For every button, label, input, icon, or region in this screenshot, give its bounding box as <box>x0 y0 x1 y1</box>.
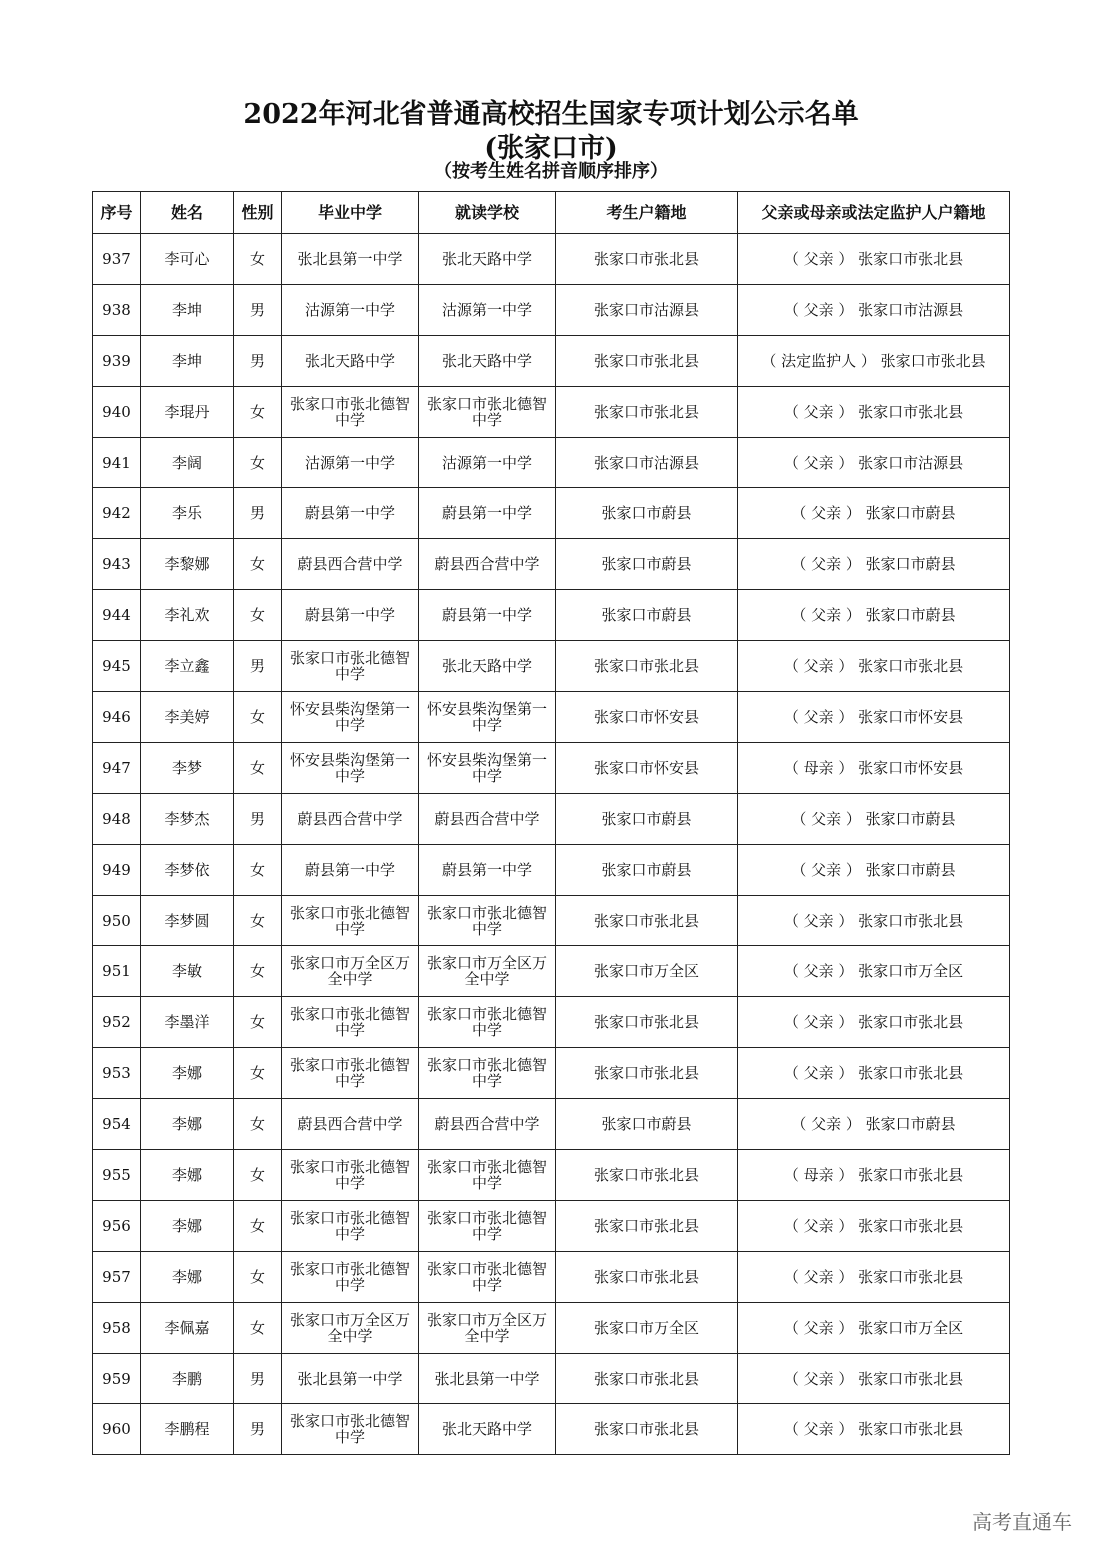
guardian-household-cell: （ 父亲 ） 张家口市张北县 <box>738 1404 1010 1455</box>
current-school-cell: 怀安县柴沟堡第一中学 <box>419 692 556 743</box>
gender-cell: 女 <box>234 1150 282 1201</box>
seq-cell: 955 <box>93 1150 141 1201</box>
table-row <box>93 946 1010 997</box>
name-cell: 李梦杰 <box>141 793 234 844</box>
guardian-household-cell: （ 父亲 ） 张家口市沽源县 <box>738 284 1010 335</box>
seq-cell: 960 <box>93 1404 141 1455</box>
document-subtitle: (张家口市) <box>484 133 618 164</box>
current-school-cell: 张家口市张北德智中学 <box>419 1251 556 1302</box>
guardian-household-cell: （ 法定监护人 ） 张家口市张北县 <box>738 335 1010 386</box>
gender-cell: 女 <box>234 590 282 641</box>
household-cell: 张家口市蔚县 <box>556 488 738 539</box>
table-row <box>93 1200 1010 1251</box>
gender-cell: 女 <box>234 539 282 590</box>
graduated-school-cell: 蔚县第一中学 <box>282 844 419 895</box>
table-row <box>93 997 1010 1048</box>
guardian-household-cell: （ 父亲 ） 张家口市张北县 <box>738 641 1010 692</box>
gender-cell: 女 <box>234 1048 282 1099</box>
household-cell: 张家口市张北县 <box>556 234 738 285</box>
column-header: 性别 <box>234 192 282 234</box>
graduated-school-cell: 张家口市张北德智中学 <box>282 1200 419 1251</box>
guardian-household-cell: （ 父亲 ） 张家口市张北县 <box>738 1251 1010 1302</box>
gender-cell: 女 <box>234 386 282 437</box>
column-header: 序号 <box>93 192 141 234</box>
guardian-household-cell: （ 父亲 ） 张家口市张北县 <box>738 386 1010 437</box>
current-school-cell: 张家口市张北德智中学 <box>419 1150 556 1201</box>
gender-cell: 女 <box>234 895 282 946</box>
current-school-cell: 蔚县西合营中学 <box>419 1099 556 1150</box>
gender-cell: 男 <box>234 488 282 539</box>
table-header-row <box>93 192 1010 234</box>
name-cell: 李可心 <box>141 234 234 285</box>
name-cell: 李乐 <box>141 488 234 539</box>
guardian-household-cell: （ 父亲 ） 张家口市蔚县 <box>738 590 1010 641</box>
graduated-school-cell: 怀安县柴沟堡第一中学 <box>282 742 419 793</box>
household-cell: 张家口市张北县 <box>556 1251 738 1302</box>
current-school-cell: 张北天路中学 <box>419 641 556 692</box>
gender-cell: 女 <box>234 1302 282 1353</box>
name-cell: 李黎娜 <box>141 539 234 590</box>
gender-cell: 男 <box>234 284 282 335</box>
name-cell: 李墨洋 <box>141 997 234 1048</box>
household-cell: 张家口市张北县 <box>556 641 738 692</box>
guardian-household-cell: （ 父亲 ） 张家口市张北县 <box>738 997 1010 1048</box>
graduated-school-cell: 沽源第一中学 <box>282 284 419 335</box>
guardian-household-cell: （ 父亲 ） 张家口市蔚县 <box>738 539 1010 590</box>
name-cell: 李娜 <box>141 1200 234 1251</box>
seq-cell: 956 <box>93 1200 141 1251</box>
seq-cell: 959 <box>93 1353 141 1404</box>
table-row <box>93 1150 1010 1201</box>
name-cell: 李琨丹 <box>141 386 234 437</box>
household-cell: 张家口市蔚县 <box>556 590 738 641</box>
gender-cell: 男 <box>234 793 282 844</box>
current-school-cell: 张家口市张北德智中学 <box>419 1200 556 1251</box>
name-cell: 李梦圆 <box>141 895 234 946</box>
name-cell: 李娜 <box>141 1048 234 1099</box>
guardian-household-cell: （ 父亲 ） 张家口市蔚县 <box>738 793 1010 844</box>
name-cell: 李娜 <box>141 1150 234 1201</box>
name-cell: 李敏 <box>141 946 234 997</box>
document-title: 2022年河北省普通高校招生国家专项计划公示名单 <box>243 99 859 130</box>
household-cell: 张家口市蔚县 <box>556 539 738 590</box>
gender-cell: 女 <box>234 1200 282 1251</box>
table-row <box>93 742 1010 793</box>
seq-cell: 943 <box>93 539 141 590</box>
name-cell: 李娜 <box>141 1251 234 1302</box>
graduated-school-cell: 张家口市张北德智中学 <box>282 997 419 1048</box>
table-row <box>93 1048 1010 1099</box>
name-cell: 李立鑫 <box>141 641 234 692</box>
table-row <box>93 234 1010 285</box>
table-row <box>93 437 1010 488</box>
name-cell: 李美婷 <box>141 692 234 743</box>
seq-cell: 953 <box>93 1048 141 1099</box>
table-row <box>93 844 1010 895</box>
household-cell: 张家口市蔚县 <box>556 1099 738 1150</box>
table-row <box>93 488 1010 539</box>
gender-cell: 女 <box>234 1251 282 1302</box>
table-row <box>93 641 1010 692</box>
gender-cell: 女 <box>234 742 282 793</box>
gender-cell: 男 <box>234 1353 282 1404</box>
seq-cell: 937 <box>93 234 141 285</box>
seq-cell: 949 <box>93 844 141 895</box>
name-cell: 李娜 <box>141 1099 234 1150</box>
seq-cell: 952 <box>93 997 141 1048</box>
household-cell: 张家口市怀安县 <box>556 742 738 793</box>
name-cell: 李坤 <box>141 284 234 335</box>
seq-cell: 950 <box>93 895 141 946</box>
table-row <box>93 386 1010 437</box>
current-school-cell: 张家口市张北德智中学 <box>419 997 556 1048</box>
gender-cell: 女 <box>234 234 282 285</box>
guardian-household-cell: （ 父亲 ） 张家口市张北县 <box>738 234 1010 285</box>
household-cell: 张家口市沽源县 <box>556 437 738 488</box>
graduated-school-cell: 张家口市万全区万全中学 <box>282 946 419 997</box>
household-cell: 张家口市万全区 <box>556 946 738 997</box>
table-row <box>93 1353 1010 1404</box>
graduated-school-cell: 蔚县西合营中学 <box>282 539 419 590</box>
current-school-cell: 蔚县西合营中学 <box>419 539 556 590</box>
graduated-school-cell: 蔚县第一中学 <box>282 488 419 539</box>
graduated-school-cell: 张家口市张北德智中学 <box>282 386 419 437</box>
table-row <box>93 895 1010 946</box>
seq-cell: 948 <box>93 793 141 844</box>
seq-cell: 946 <box>93 692 141 743</box>
graduated-school-cell: 蔚县西合营中学 <box>282 1099 419 1150</box>
current-school-cell: 蔚县第一中学 <box>419 844 556 895</box>
graduated-school-cell: 张家口市张北德智中学 <box>282 1404 419 1455</box>
household-cell: 张家口市张北县 <box>556 1048 738 1099</box>
seq-cell: 954 <box>93 1099 141 1150</box>
graduated-school-cell: 张家口市张北德智中学 <box>282 1251 419 1302</box>
household-cell: 张家口市蔚县 <box>556 844 738 895</box>
guardian-household-cell: （ 父亲 ） 张家口市张北县 <box>738 1048 1010 1099</box>
column-header: 就读学校 <box>419 192 556 234</box>
current-school-cell: 张北县第一中学 <box>419 1353 556 1404</box>
gender-cell: 男 <box>234 335 282 386</box>
household-cell: 张家口市怀安县 <box>556 692 738 743</box>
name-cell: 李佩嘉 <box>141 1302 234 1353</box>
guardian-household-cell: （ 父亲 ） 张家口市张北县 <box>738 895 1010 946</box>
table-row <box>93 1302 1010 1353</box>
guardian-household-cell: （ 父亲 ） 张家口市蔚县 <box>738 488 1010 539</box>
current-school-cell: 蔚县第一中学 <box>419 488 556 539</box>
graduated-school-cell: 张家口市张北德智中学 <box>282 1150 419 1201</box>
name-cell: 李坤 <box>141 335 234 386</box>
guardian-household-cell: （ 母亲 ） 张家口市怀安县 <box>738 742 1010 793</box>
gender-cell: 女 <box>234 437 282 488</box>
household-cell: 张家口市张北县 <box>556 1150 738 1201</box>
name-cell: 李梦 <box>141 742 234 793</box>
name-cell: 李礼欢 <box>141 590 234 641</box>
table-row <box>93 1404 1010 1455</box>
table-row <box>93 692 1010 743</box>
roster-table <box>92 191 1010 1455</box>
column-header: 考生户籍地 <box>556 192 738 234</box>
table-row <box>93 284 1010 335</box>
household-cell: 张家口市张北县 <box>556 1353 738 1404</box>
current-school-cell: 沽源第一中学 <box>419 437 556 488</box>
graduated-school-cell: 张家口市张北德智中学 <box>282 1048 419 1099</box>
current-school-cell: 沽源第一中学 <box>419 284 556 335</box>
current-school-cell: 张北天路中学 <box>419 335 556 386</box>
seq-cell: 942 <box>93 488 141 539</box>
current-school-cell: 张北天路中学 <box>419 234 556 285</box>
household-cell: 张家口市张北县 <box>556 335 738 386</box>
household-cell: 张家口市万全区 <box>556 1302 738 1353</box>
graduated-school-cell: 蔚县西合营中学 <box>282 793 419 844</box>
current-school-cell: 蔚县西合营中学 <box>419 793 556 844</box>
current-school-cell: 张家口市张北德智中学 <box>419 895 556 946</box>
current-school-cell: 张北天路中学 <box>419 1404 556 1455</box>
table-row <box>93 1099 1010 1150</box>
table-row <box>93 335 1010 386</box>
gender-cell: 男 <box>234 641 282 692</box>
graduated-school-cell: 沽源第一中学 <box>282 437 419 488</box>
name-cell: 李梦依 <box>141 844 234 895</box>
household-cell: 张家口市张北县 <box>556 1200 738 1251</box>
current-school-cell: 蔚县第一中学 <box>419 590 556 641</box>
household-cell: 张家口市蔚县 <box>556 793 738 844</box>
guardian-household-cell: （ 父亲 ） 张家口市怀安县 <box>738 692 1010 743</box>
name-cell: 李阔 <box>141 437 234 488</box>
table-row <box>93 539 1010 590</box>
guardian-household-cell: （ 母亲 ） 张家口市张北县 <box>738 1150 1010 1201</box>
column-header: 姓名 <box>141 192 234 234</box>
household-cell: 张家口市张北县 <box>556 895 738 946</box>
graduated-school-cell: 张家口市万全区万全中学 <box>282 1302 419 1353</box>
graduated-school-cell: 蔚县第一中学 <box>282 590 419 641</box>
household-cell: 张家口市张北县 <box>556 1404 738 1455</box>
column-header: 毕业中学 <box>282 192 419 234</box>
current-school-cell: 怀安县柴沟堡第一中学 <box>419 742 556 793</box>
seq-cell: 940 <box>93 386 141 437</box>
guardian-household-cell: （ 父亲 ） 张家口市张北县 <box>738 1353 1010 1404</box>
gender-cell: 女 <box>234 997 282 1048</box>
graduated-school-cell: 怀安县柴沟堡第一中学 <box>282 692 419 743</box>
seq-cell: 958 <box>93 1302 141 1353</box>
seq-cell: 945 <box>93 641 141 692</box>
gender-cell: 女 <box>234 1099 282 1150</box>
gender-cell: 女 <box>234 692 282 743</box>
seq-cell: 944 <box>93 590 141 641</box>
seq-cell: 957 <box>93 1251 141 1302</box>
table-row <box>93 793 1010 844</box>
household-cell: 张家口市张北县 <box>556 997 738 1048</box>
guardian-household-cell: （ 父亲 ） 张家口市沽源县 <box>738 437 1010 488</box>
graduated-school-cell: 张北天路中学 <box>282 335 419 386</box>
current-school-cell: 张家口市张北德智中学 <box>419 1048 556 1099</box>
seq-cell: 938 <box>93 284 141 335</box>
gender-cell: 女 <box>234 844 282 895</box>
current-school-cell: 张家口市万全区万全中学 <box>419 1302 556 1353</box>
guardian-household-cell: （ 父亲 ） 张家口市万全区 <box>738 1302 1010 1353</box>
gender-cell: 女 <box>234 946 282 997</box>
table-row <box>93 1251 1010 1302</box>
seq-cell: 939 <box>93 335 141 386</box>
household-cell: 张家口市张北县 <box>556 386 738 437</box>
name-cell: 李鹏程 <box>141 1404 234 1455</box>
table-row <box>93 590 1010 641</box>
current-school-cell: 张家口市万全区万全中学 <box>419 946 556 997</box>
seq-cell: 947 <box>93 742 141 793</box>
current-school-cell: 张家口市张北德智中学 <box>419 386 556 437</box>
column-header: 父亲或母亲或法定监护人户籍地 <box>738 192 1010 234</box>
watermark: 高考直通车 <box>972 1510 1072 1534</box>
graduated-school-cell: 张家口市张北德智中学 <box>282 895 419 946</box>
graduated-school-cell: 张北县第一中学 <box>282 1353 419 1404</box>
gender-cell: 男 <box>234 1404 282 1455</box>
guardian-household-cell: （ 父亲 ） 张家口市张北县 <box>738 1200 1010 1251</box>
seq-cell: 941 <box>93 437 141 488</box>
guardian-household-cell: （ 父亲 ） 张家口市万全区 <box>738 946 1010 997</box>
graduated-school-cell: 张北县第一中学 <box>282 234 419 285</box>
graduated-school-cell: 张家口市张北德智中学 <box>282 641 419 692</box>
name-cell: 李鹏 <box>141 1353 234 1404</box>
household-cell: 张家口市沽源县 <box>556 284 738 335</box>
seq-cell: 951 <box>93 946 141 997</box>
sort-note: （按考生姓名拼音顺序排序） <box>434 161 668 182</box>
guardian-household-cell: （ 父亲 ） 张家口市蔚县 <box>738 1099 1010 1150</box>
guardian-household-cell: （ 父亲 ） 张家口市蔚县 <box>738 844 1010 895</box>
